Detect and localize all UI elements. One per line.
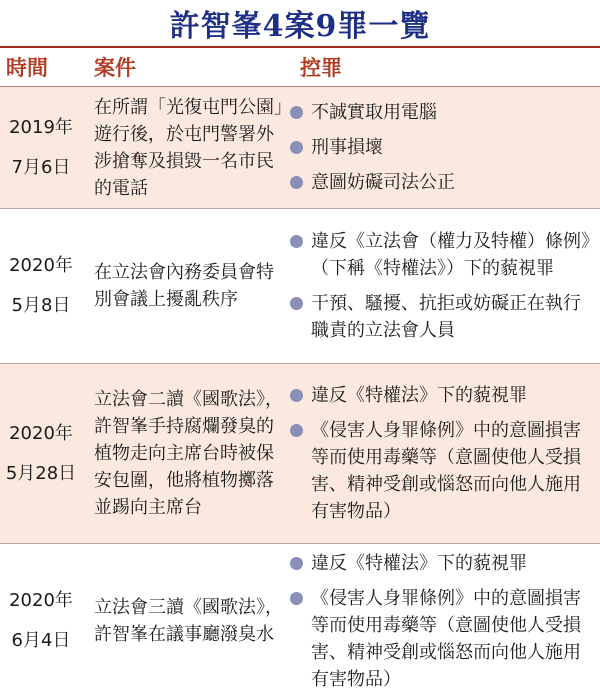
charge-item: 不誠實取用電腦 (288, 99, 594, 126)
bullet-icon (290, 557, 303, 570)
date-cell (0, 544, 82, 698)
date-day: 5月28日 (5, 462, 77, 484)
header-case: 案件 (94, 56, 136, 80)
date-cell (0, 364, 82, 543)
page-title: 許智峯4案9罪一覽 (169, 9, 431, 44)
table-header (0, 46, 600, 87)
bullet-icon (290, 297, 303, 310)
charges-cell (288, 544, 600, 698)
case-cell: 立法會三讀《國歌法》，許智峯在議事廳潑臭水 (94, 597, 283, 645)
bullet-icon (290, 424, 303, 437)
charge-item: 干預、騷擾、抗拒或妨礙正在執行職責的立法會人員 (288, 290, 594, 344)
case-cell: 在所謂「光復屯門公園」遊行後，於屯門警署外涉搶奪及損毀一名市民的電話 (94, 96, 283, 199)
bullet-icon (290, 141, 303, 154)
date-day: 7月6日 (11, 156, 71, 178)
bullet-icon (290, 106, 303, 119)
charge-item: 違反《立法會（權力及特權）條例》（下稱《特權法》）下的藐視罪 (288, 228, 594, 282)
bullet-icon (290, 176, 303, 189)
charge-item: 違反《特權法》下的藐視罪 (288, 382, 594, 409)
date-cell (0, 209, 82, 363)
case-cell: 在立法會內務委員會特別會議上擾亂秩序 (94, 262, 274, 310)
charge-item: 違反《特權法》下的藐視罪 (288, 550, 594, 577)
table-row (0, 364, 600, 544)
charge-item: 《侵害人身罪條例》中的意圖損害等而使用毒藥等（意圖使他人受損害、精神受創或惱怒而向他人施用有害物品） (288, 417, 594, 525)
table-row (0, 209, 600, 364)
charge-item: 刑事損壞 (288, 134, 594, 161)
header-charges: 控罪 (300, 56, 342, 80)
date-day: 6月4日 (11, 630, 71, 651)
date-year: 2019年 (9, 116, 73, 138)
date-year: 2020年 (9, 422, 73, 444)
charges-cell (288, 87, 600, 208)
table-row (0, 87, 600, 209)
header-date: 時間 (6, 56, 48, 80)
date-day: 5月8日 (11, 295, 71, 316)
case-cell: 立法會二讀《國歌法》，許智峯手持腐爛發臭的植物走向主席台時被保安包圍，他將植物擲落並踢向主席台 (94, 389, 283, 518)
bullet-icon (290, 389, 303, 402)
charges-cell (288, 364, 600, 543)
table-row (0, 544, 600, 698)
date-year: 2020年 (9, 590, 73, 611)
charge-item: 《侵害人身罪條例》中的意圖損害等而使用毒藥等（意圖使他人受損害、精神受創或惱怒而向他人施用有害物品） (288, 585, 594, 693)
bullet-icon (290, 235, 303, 248)
charge-item: 意圖妨礙司法公正 (288, 169, 594, 196)
bullet-icon (290, 592, 303, 605)
date-cell (0, 87, 82, 208)
charges-cell (288, 209, 600, 363)
date-year: 2020年 (9, 255, 73, 276)
